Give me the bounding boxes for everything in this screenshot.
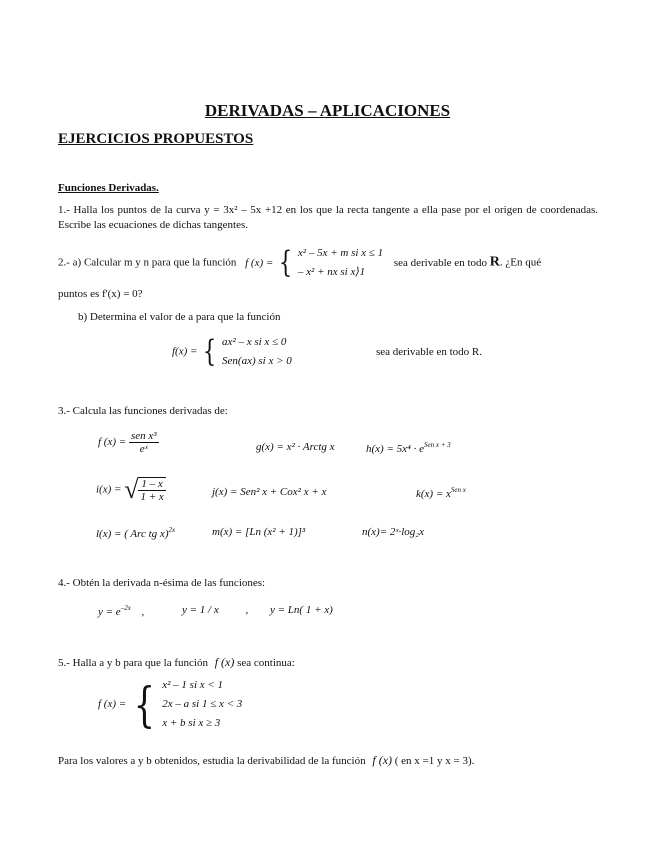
section-heading: Funciones Derivadas. xyxy=(58,182,159,194)
exercise-2b-suffix: sea derivable en todo R. xyxy=(376,346,482,358)
fraction-numerator: 1 – x xyxy=(138,478,165,491)
piecewise-row-2: Sen(ax) si x > 0 xyxy=(222,355,292,367)
function-h-base: h(x) = 5x⁴ · e xyxy=(366,443,424,455)
function-h xyxy=(366,441,451,455)
radicand xyxy=(138,477,165,503)
piecewise-row-1: x² – 1 si x < 1 xyxy=(162,679,224,691)
exercise-2b-function xyxy=(172,333,292,371)
exercise-2b-text: b) Determina el valor de a para que la función xyxy=(78,311,281,323)
separator: , xyxy=(245,604,249,616)
function-m: m(x) = [Ln (x² + 1)]³ xyxy=(212,526,306,538)
function-f xyxy=(98,430,159,455)
piecewise-row-3: x + b si x ≥ 3 xyxy=(162,717,221,729)
piecewise-brace: { xyxy=(133,676,155,733)
exercise-2a xyxy=(58,244,541,282)
function-log: y = Ln( 1 + x) xyxy=(270,604,333,616)
function-i-fraction xyxy=(138,478,165,503)
function-k xyxy=(416,486,466,500)
function-k-exponent: Sen x xyxy=(450,486,466,494)
exercise-5-final-end: ( en x =1 y x = 3). xyxy=(394,755,475,767)
piecewise-row-1: x² – 5x + m si x ≤ 1 xyxy=(297,247,384,259)
piecewise-row-2: 2x – a si 1 ≤ x < 3 xyxy=(162,698,243,710)
exercise-5-intro-end: sea continua: xyxy=(237,657,295,669)
function-h-exponent: Sen x + 3 xyxy=(423,441,451,449)
piecewise-row-2: – x² + nx si x⟩1 xyxy=(297,266,366,278)
fraction-denominator: eˣ xyxy=(139,443,148,455)
function-g: g(x) = x² · Arctg x xyxy=(256,441,335,453)
exercise-4-intro: 4.- Obtén la derivada n-ésima de las funciones: xyxy=(58,577,266,589)
exercise-2a-suffix: sea derivable en todo xyxy=(393,256,487,269)
function-i-lhs: i(x) = xyxy=(96,483,122,496)
square-root xyxy=(124,475,166,505)
function-reciprocal-text: y = 1 / x xyxy=(182,604,219,616)
piecewise-rows xyxy=(298,244,383,282)
separator: , xyxy=(141,606,145,618)
exercise-1: 1.- Halla los puntos de la curva y = 3x² – 5x +12 en los que la recta tangente a ella pase por el origen de coordenadas. Escribe las ecuaciones de dichas tangentes. xyxy=(58,204,598,231)
exercise-5-intro-text: 5.- Halla a y b para que la función xyxy=(58,657,208,669)
exercise-2a-prefix: 2.- a) Calcular m y n para que la función xyxy=(58,256,237,269)
function-l-exponent: 2x xyxy=(168,526,176,534)
function-i xyxy=(96,475,166,505)
exercise-2a-line2: puntos es f'(x) = 0? xyxy=(58,288,143,300)
piecewise-row-1: ax² – x si x ≤ 0 xyxy=(222,336,287,348)
real-numbers-symbol: R xyxy=(489,254,500,270)
function-exp xyxy=(98,604,144,618)
piecewise-rows xyxy=(222,333,292,371)
fraction-denominator: 1 + x xyxy=(140,491,164,503)
function-f-lhs: f (x) = xyxy=(98,436,127,449)
function-j: j(x) = Sen² x + Cox² x + x xyxy=(212,486,327,498)
exercise-5-intro-f: f (x) xyxy=(214,655,235,669)
exercise-3-intro: 3.- Calcula las funciones derivadas de: xyxy=(58,405,228,417)
exercise-5-final-text: Para los valores a y b obtenidos, estudia la derivabilidad de la función xyxy=(58,755,366,767)
exercise-5-intro xyxy=(58,655,295,670)
exercise-5-fname: f (x) = xyxy=(98,698,127,711)
function-exp-base: y = e xyxy=(98,606,121,618)
piecewise-brace: { xyxy=(278,245,293,280)
function-k-base: k(x) = x xyxy=(416,488,451,500)
exercise-2a-suffix2: . ¿En qué xyxy=(499,256,542,269)
function-exp-exponent: –2x xyxy=(120,604,131,612)
radical-sign: √ xyxy=(124,475,139,504)
page-subtitle: EJERCICIOS PROPUESTOS xyxy=(58,131,254,147)
exercise-2a-fname: f (x) = xyxy=(245,256,274,269)
function-n: n(x)= 2ˣ·log₂x xyxy=(362,526,424,538)
piecewise-rows xyxy=(162,676,242,733)
exercise-5-final xyxy=(58,753,474,768)
exercise-5-final-f: f (x) xyxy=(372,753,393,767)
piecewise-brace: { xyxy=(203,334,217,369)
function-f-fraction xyxy=(129,430,159,455)
fraction-numerator: sen x³ xyxy=(130,430,157,442)
function-l-base: l(x) = ( Arc tg x) xyxy=(96,528,169,540)
exercise-5-function xyxy=(98,676,242,733)
page-title: DERIVADAS – APLICACIONES xyxy=(204,101,451,120)
exercise-2b-fname: f(x) = xyxy=(172,345,198,358)
function-reciprocal xyxy=(182,604,248,616)
function-l xyxy=(96,526,175,540)
